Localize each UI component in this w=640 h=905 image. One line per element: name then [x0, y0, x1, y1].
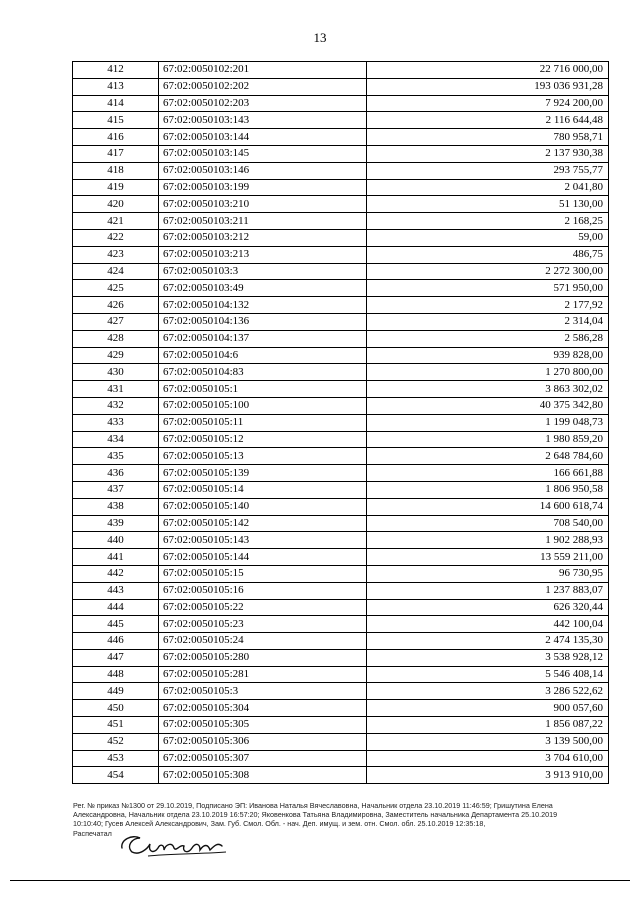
- row-number-cell: 449: [73, 683, 159, 700]
- table-row: [73, 599, 609, 616]
- row-number-cell: 416: [73, 129, 159, 146]
- row-number-cell: 441: [73, 549, 159, 566]
- cadastral-value-cell: 1 856 087,22: [367, 717, 609, 734]
- row-number-cell: 414: [73, 95, 159, 112]
- cadastral-number-cell: 67:02:0050104:137: [159, 330, 367, 347]
- row-number-cell: 448: [73, 666, 159, 683]
- row-number-cell: 428: [73, 330, 159, 347]
- cadastral-value-cell: 3 139 500,00: [367, 733, 609, 750]
- footer-line: Распечатал: [73, 828, 112, 838]
- cadastral-value-cell: 900 057,60: [367, 700, 609, 717]
- cadastral-number-cell: 67:02:0050103:144: [159, 129, 367, 146]
- cadastral-number-cell: 67:02:0050103:210: [159, 196, 367, 213]
- cadastral-value-cell: 2 586,28: [367, 330, 609, 347]
- table-row: [73, 162, 609, 179]
- row-number-cell: 419: [73, 179, 159, 196]
- table-row: [73, 448, 609, 465]
- cadastral-value-cell: 2 648 784,60: [367, 448, 609, 465]
- cadastral-value-cell: 626 320,44: [367, 599, 609, 616]
- cadastral-value-cell: 3 863 302,02: [367, 381, 609, 398]
- table-row: [73, 549, 609, 566]
- row-number-cell: 444: [73, 599, 159, 616]
- table-row: [73, 431, 609, 448]
- table-row: [73, 246, 609, 263]
- cadastral-value-cell: 1 270 800,00: [367, 364, 609, 381]
- cadastral-value-cell: 3 704 610,00: [367, 750, 609, 767]
- table-row: [73, 263, 609, 280]
- table-row: [73, 565, 609, 582]
- table-row: [73, 196, 609, 213]
- cadastral-value-cell: 2 168,25: [367, 213, 609, 230]
- cadastral-number-cell: 67:02:0050105:3: [159, 683, 367, 700]
- table-row: [73, 229, 609, 246]
- cadastral-number-cell: 67:02:0050105:304: [159, 700, 367, 717]
- table-row: [73, 78, 609, 95]
- table-row: [73, 515, 609, 532]
- row-number-cell: 446: [73, 633, 159, 650]
- table-row: [73, 62, 609, 79]
- table-row: [73, 633, 609, 650]
- cadastral-number-cell: 67:02:0050105:24: [159, 633, 367, 650]
- cadastral-number-cell: 67:02:0050102:203: [159, 95, 367, 112]
- table-row: [73, 700, 609, 717]
- cadastral-number-cell: 67:02:0050103:199: [159, 179, 367, 196]
- cadastral-value-cell: 2 137 930,38: [367, 145, 609, 162]
- cadastral-value-cell: 2 314,04: [367, 313, 609, 330]
- cadastral-value-cell: 2 272 300,00: [367, 263, 609, 280]
- row-number-cell: 415: [73, 112, 159, 129]
- row-number-cell: 430: [73, 364, 159, 381]
- row-number-cell: 452: [73, 733, 159, 750]
- cadastral-value-cell: 442 100,04: [367, 616, 609, 633]
- row-number-cell: 425: [73, 280, 159, 297]
- cadastral-number-cell: 67:02:0050103:213: [159, 246, 367, 263]
- cadastral-number-cell: 67:02:0050105:280: [159, 649, 367, 666]
- cadastral-value-cell: 1 806 950,58: [367, 481, 609, 498]
- footer-line: Рег. № приказ №1300 от 29.10.2019, Подписано ЭП: Иванова Наталья Вячеславовна, Начальник отдела 23.10.2019 11:46:59; Гришутина Елена: [73, 801, 553, 810]
- row-number-cell: 445: [73, 616, 159, 633]
- row-number-cell: 436: [73, 465, 159, 482]
- cadastral-value-cell: 2 041,80: [367, 179, 609, 196]
- table-row: [73, 582, 609, 599]
- cadastral-value-cell: 486,75: [367, 246, 609, 263]
- cadastral-number-cell: 67:02:0050105:144: [159, 549, 367, 566]
- cadastral-value-cell: 1 237 883,07: [367, 582, 609, 599]
- cadastral-value-cell: 22 716 000,00: [367, 62, 609, 79]
- page-bottom-rule: [10, 880, 630, 881]
- cadastral-value-cell: 3 913 910,00: [367, 767, 609, 784]
- table-row: [73, 213, 609, 230]
- table-row: [73, 280, 609, 297]
- table-row: [73, 649, 609, 666]
- footer-line: Александровна, Начальник отдела 23.10.2019 16:57:20; Яковенкова Татьяна Владимировна, Заместитель начальника Департамента 25.10.2019: [73, 810, 558, 820]
- row-number-cell: 429: [73, 347, 159, 364]
- row-number-cell: 426: [73, 297, 159, 314]
- row-number-cell: 432: [73, 397, 159, 414]
- table-row: [73, 347, 609, 364]
- row-number-cell: 451: [73, 717, 159, 734]
- cadastral-value-cell: 780 958,71: [367, 129, 609, 146]
- cadastral-number-cell: 67:02:0050105:12: [159, 431, 367, 448]
- cadastral-number-cell: 67:02:0050103:211: [159, 213, 367, 230]
- row-number-cell: 412: [73, 62, 159, 79]
- table-row: [73, 481, 609, 498]
- row-number-cell: 417: [73, 145, 159, 162]
- cadastral-number-cell: 67:02:0050105:307: [159, 750, 367, 767]
- cadastral-value-cell: 2 116 644,48: [367, 112, 609, 129]
- cadastral-number-cell: 67:02:0050105:13: [159, 448, 367, 465]
- row-number-cell: 440: [73, 532, 159, 549]
- cadastral-number-cell: 67:02:0050103:143: [159, 112, 367, 129]
- cadastral-number-cell: 67:02:0050105:140: [159, 498, 367, 515]
- row-number-cell: 438: [73, 498, 159, 515]
- row-number-cell: 427: [73, 313, 159, 330]
- cadastral-number-cell: 67:02:0050103:146: [159, 162, 367, 179]
- row-number-cell: 439: [73, 515, 159, 532]
- cadastral-value-cell: 5 546 408,14: [367, 666, 609, 683]
- footer-line: 10:10:40; Гусев Алексей Александрович, Зам. Губ. Смол. Обл. - нач. Деп. имущ. и зем. отн. Смол. обл. 25.10.2019 12:35:18,: [73, 819, 486, 829]
- cadastral-value-cell: 3 286 522,62: [367, 683, 609, 700]
- table-row: [73, 313, 609, 330]
- row-number-cell: 450: [73, 700, 159, 717]
- cadastral-number-cell: 67:02:0050104:6: [159, 347, 367, 364]
- table-row: [73, 129, 609, 146]
- cadastral-value-cell: 59,00: [367, 229, 609, 246]
- cadastral-value-cell: 2 177,92: [367, 297, 609, 314]
- cadastral-value-cell: 2 474 135,30: [367, 633, 609, 650]
- row-number-cell: 418: [73, 162, 159, 179]
- cadastral-value-cell: 14 600 618,74: [367, 498, 609, 515]
- table-row: [73, 397, 609, 414]
- cadastral-number-cell: 67:02:0050103:212: [159, 229, 367, 246]
- cadastral-number-cell: 67:02:0050105:11: [159, 414, 367, 431]
- cadastral-number-cell: 67:02:0050105:1: [159, 381, 367, 398]
- table-row: [73, 683, 609, 700]
- cadastral-number-cell: 67:02:0050105:143: [159, 532, 367, 549]
- table-row: [73, 414, 609, 431]
- cadastral-value-cell: 40 375 342,80: [367, 397, 609, 414]
- cadastral-number-cell: 67:02:0050102:201: [159, 62, 367, 79]
- page-number: 13: [313, 30, 327, 45]
- row-number-cell: 421: [73, 213, 159, 230]
- cadastral-number-cell: 67:02:0050103:3: [159, 263, 367, 280]
- cadastral-number-cell: 67:02:0050105:100: [159, 397, 367, 414]
- cadastral-number-cell: 67:02:0050105:23: [159, 616, 367, 633]
- cadastral-value-cell: 3 538 928,12: [367, 649, 609, 666]
- table-row: [73, 767, 609, 784]
- table-body: [73, 62, 609, 784]
- table-row: [73, 750, 609, 767]
- cadastral-number-cell: 67:02:0050105:16: [159, 582, 367, 599]
- cadastral-value-cell: 51 130,00: [367, 196, 609, 213]
- row-number-cell: 454: [73, 767, 159, 784]
- row-number-cell: 453: [73, 750, 159, 767]
- row-number-cell: 422: [73, 229, 159, 246]
- table-row: [73, 330, 609, 347]
- cadastral-number-cell: 67:02:0050105:308: [159, 767, 367, 784]
- table-row: [73, 145, 609, 162]
- cadastral-value-cell: 166 661,88: [367, 465, 609, 482]
- cadastral-value-cell: 708 540,00: [367, 515, 609, 532]
- table-row: [73, 465, 609, 482]
- row-number-cell: 433: [73, 414, 159, 431]
- cadastral-value-cell: 193 036 931,28: [367, 78, 609, 95]
- row-number-cell: 431: [73, 381, 159, 398]
- row-number-cell: 420: [73, 196, 159, 213]
- cadastral-number-cell: 67:02:0050104:136: [159, 313, 367, 330]
- cadastral-value-table: [72, 61, 609, 784]
- row-number-cell: 437: [73, 481, 159, 498]
- table-row: [73, 364, 609, 381]
- cadastral-number-cell: 67:02:0050105:281: [159, 666, 367, 683]
- cadastral-number-cell: 67:02:0050105:22: [159, 599, 367, 616]
- cadastral-value-cell: 7 924 200,00: [367, 95, 609, 112]
- table-row: [73, 297, 609, 314]
- table-row: [73, 666, 609, 683]
- cadastral-value-cell: 1 199 048,73: [367, 414, 609, 431]
- row-number-cell: 447: [73, 649, 159, 666]
- cadastral-value-cell: 571 950,00: [367, 280, 609, 297]
- cadastral-value-cell: 96 730,95: [367, 565, 609, 582]
- cadastral-number-cell: 67:02:0050105:139: [159, 465, 367, 482]
- handwritten-signature: [118, 826, 238, 866]
- cadastral-value-cell: 939 828,00: [367, 347, 609, 364]
- row-number-cell: 442: [73, 565, 159, 582]
- row-number-cell: 413: [73, 78, 159, 95]
- cadastral-number-cell: 67:02:0050105:306: [159, 733, 367, 750]
- cadastral-value-cell: 293 755,77: [367, 162, 609, 179]
- cadastral-number-cell: 67:02:0050105:14: [159, 481, 367, 498]
- row-number-cell: 443: [73, 582, 159, 599]
- row-number-cell: 435: [73, 448, 159, 465]
- table-row: [73, 179, 609, 196]
- cadastral-number-cell: 67:02:0050105:305: [159, 717, 367, 734]
- row-number-cell: 424: [73, 263, 159, 280]
- cadastral-number-cell: 67:02:0050102:202: [159, 78, 367, 95]
- cadastral-number-cell: 67:02:0050103:145: [159, 145, 367, 162]
- row-number-cell: 423: [73, 246, 159, 263]
- table-row: [73, 616, 609, 633]
- cadastral-value-cell: 1 902 288,93: [367, 532, 609, 549]
- cadastral-number-cell: 67:02:0050104:132: [159, 297, 367, 314]
- table-row: [73, 95, 609, 112]
- table-row: [73, 532, 609, 549]
- cadastral-value-cell: 13 559 211,00: [367, 549, 609, 566]
- cadastral-number-cell: 67:02:0050103:49: [159, 280, 367, 297]
- table-row: [73, 112, 609, 129]
- cadastral-value-cell: 1 980 859,20: [367, 431, 609, 448]
- table-row: [73, 733, 609, 750]
- table-row: [73, 498, 609, 515]
- table-row: [73, 717, 609, 734]
- cadastral-number-cell: 67:02:0050104:83: [159, 364, 367, 381]
- cadastral-number-cell: 67:02:0050105:15: [159, 565, 367, 582]
- row-number-cell: 434: [73, 431, 159, 448]
- cadastral-number-cell: 67:02:0050105:142: [159, 515, 367, 532]
- table-row: [73, 381, 609, 398]
